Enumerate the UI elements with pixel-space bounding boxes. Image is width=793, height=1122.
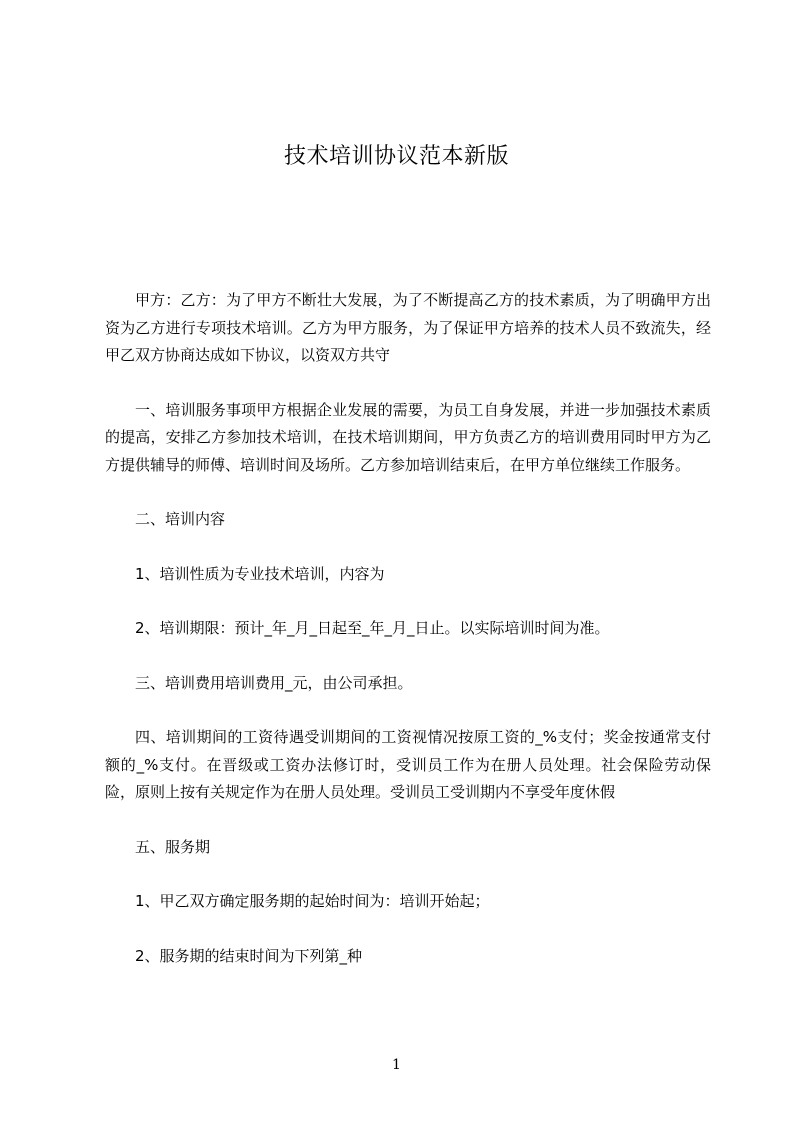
training-period-item: 2、培训期限：预计_年_月_日起至_年_月_日止。以实际培训时间为准。 bbox=[135, 619, 610, 637]
page-number: 1 bbox=[392, 1057, 401, 1073]
section-5-heading: 五、服务期 bbox=[135, 837, 211, 856]
service-start-item: 1、甲乙双方确定服务期的起始时间为：培训开始起； bbox=[135, 892, 490, 910]
document-title: 技术培训协议范本新版 bbox=[283, 144, 509, 169]
section-1-service-paragraph: 一、培训服务事项甲方根据企业发展的需要，为员工自身发展，并进一步加强技术素质的提高，安排乙方参加技术培训，在技术培训期间，甲方负责乙方的培训费用同时甲方为乙方提供辅导的师傅、培训时间及场所。乙方参加培训结束后，在甲方单位继续工作服务。 bbox=[105, 400, 711, 474]
document-body bbox=[105, 287, 711, 970]
training-content-item: 1、培训性质为专业技术培训，内容为 bbox=[135, 564, 385, 583]
section-2-heading: 二、培训内容 bbox=[135, 510, 226, 528]
service-end-item: 2、服务期的结束时间为下列第_种 bbox=[135, 946, 363, 965]
section-4-wages-paragraph: 四、培训期间的工资待遇受训期间的工资视情况按原工资的_%支付；奖金按通常支付额的_%支付。在晋级或工资办法修订时，受训员工作为在册人员处理。社会保险劳动保险，原则上按有关规定作为在册人员处理。受训员工受训期内不享受年度休假 bbox=[105, 728, 711, 801]
preamble-paragraph: 甲方：乙方：为了甲方不断壮大发展，为了不断提高乙方的技术素质，为了明确甲方出资为乙方进行专项技术培训。乙方为甲方服务，为了保证甲方培养的技术人员不致流失，经甲乙双方协商达成如下协议，以资双方共守 bbox=[105, 291, 711, 364]
section-3-fees-paragraph: 三、培训费用培训费用_元，由公司承担。 bbox=[135, 673, 413, 692]
